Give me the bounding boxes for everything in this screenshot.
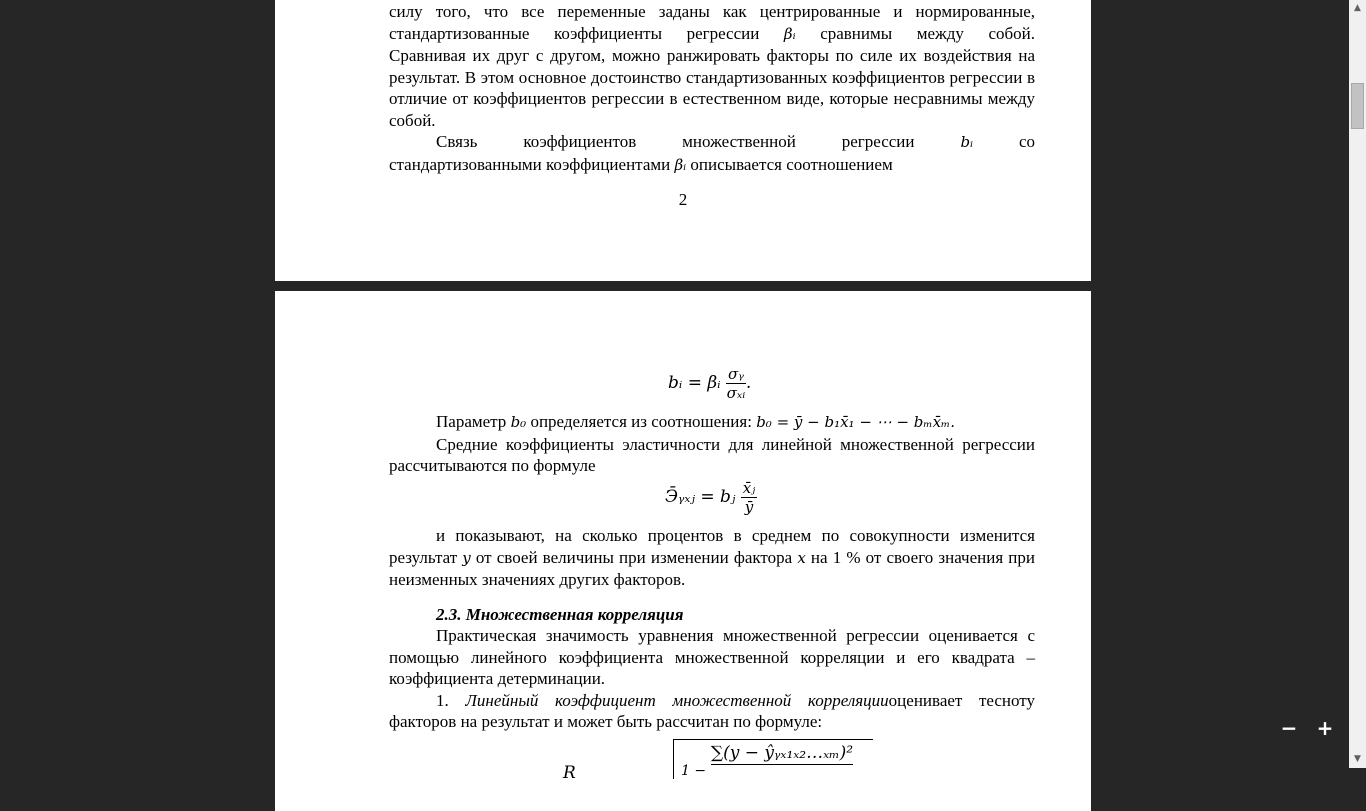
beta-symbol: βᵢ	[674, 155, 687, 174]
b-symbol: bᵢ	[960, 133, 974, 151]
page-number: 2	[678, 190, 688, 209]
page-content	[389, 525, 1035, 733]
page-content	[389, 411, 1035, 477]
scroll-up-arrow-icon[interactable]: ▲	[1354, 3, 1361, 13]
paragraph: Сравнивая их друг с другом, можно ранжировать факторы по силе их воздействия на результат. В этом основное достоинство стандартизованных коэффициентов регрессии в отличие от коэффициентов регрессии в естественном виде, которые несравнимы между собой.	[389, 46, 1035, 130]
page-content	[389, 0, 1035, 176]
fraction: $\frac{\text{x̄ⱼ}}{ȳ}$	[742, 479, 756, 516]
paragraph-line: Связь коэффициентов множественной регрессии bᵢ со	[436, 132, 1036, 151]
paragraph-elasticity: Средние коэффициенты эластичности для линейной множественной регрессии рассчитываются по формуле	[389, 434, 1035, 475]
formula-b0: b₀ = ȳ − b₁x̄₁ − ⋯ − bₘx̄ₘ.	[756, 413, 956, 431]
paragraph-practical: Практическая значимость уравнения множественной регрессии оценивается с помощью линейного коэффициента множественной корреляции и его квадрата – коэффициента детерминации.	[389, 626, 1035, 688]
vertical-scrollbar[interactable]	[1349, 0, 1366, 768]
paragraph-line: стандартизованными коэффициентами βᵢ описывается соотношением	[389, 154, 893, 174]
fraction: $\frac{\text{σᵧ}}{\text{σₓᵢ}}$	[726, 365, 746, 402]
paragraph-line: факторов на результат и может быть рассчитан по формуле:	[389, 712, 823, 731]
formula-b-i: bᵢ = βᵢ $\frac{\text{σᵧ}}{\text{σₓᵢ}}$ .	[668, 365, 752, 402]
paragraph-b0: Параметр b₀ определяется из соотношения: b₀ = ȳ − b₁x̄₁ − ⋯ − bₘx̄ₘ.	[436, 412, 956, 431]
zoom-out-button[interactable]: −	[1280, 716, 1298, 740]
paragraph-line: стандартизованные коэффициенты регрессии βᵢ сравнимы между собой.	[389, 23, 1036, 43]
section-heading: 2.3. Множественная корреляция	[436, 604, 684, 624]
paragraph-line: силу того, что все переменные заданы как центрированные и нормированные,	[389, 2, 1035, 21]
document-page-2	[275, 0, 1091, 281]
paragraph-linear: 1. Линейный коэффициент множественной корреляцииоценивает тесноту	[436, 690, 1036, 710]
zoom-in-button[interactable]: +	[1316, 716, 1334, 740]
document-page-3: bᵢ = βᵢ $\frac{\text{σᵧ}}{\text{σₓᵢ}}$ . Параметр b₀ определяется из соотношения: b₀ = ȳ − b₁x̄₁ − ⋯ − bₘx̄ₘ. Средние коэффициенты эластичности для линейной множественной регрессии рассчитываются по формуле Э̄ᵧₓⱼ = bⱼ $\frac{\text{x̄ⱼ}}{ȳ}$ и показывают, на сколько процентов в среднем по совокупности изменится результат y от своей величины при изменении фактора x на 1 % от своего значения при неизменных значениях других факторов. 2.3. Множественная корреляция Практическая значимость уравнения множественной регрессии оценивается с помощью линейного коэффициента множественной корреляции и его квадрата – коэффициента детерминации. 1. Линейный коэффициент множественной корреляцииоценивает тесноту факторов на результат и может быть рассчитан по формуле: R 1 − ∑(y − ŷᵧₓ₁ₓ₂…ₓₘ)²	[275, 291, 1091, 811]
paragraph-show: и показывают, на сколько процентов в среднем по совокупности изменится результат y от своей величины при изменении фактора x на 1 % от своего значения при неизменных значениях других факторов.	[389, 526, 1035, 589]
scrollbar-thumb[interactable]	[1351, 83, 1364, 129]
beta-symbol: βᵢ	[783, 24, 796, 43]
formula-elasticity: Э̄ᵧₓⱼ = bⱼ $\frac{\text{x̄ⱼ}}{ȳ}$	[665, 479, 756, 516]
scroll-down-arrow-icon[interactable]: ▼	[1354, 754, 1361, 764]
